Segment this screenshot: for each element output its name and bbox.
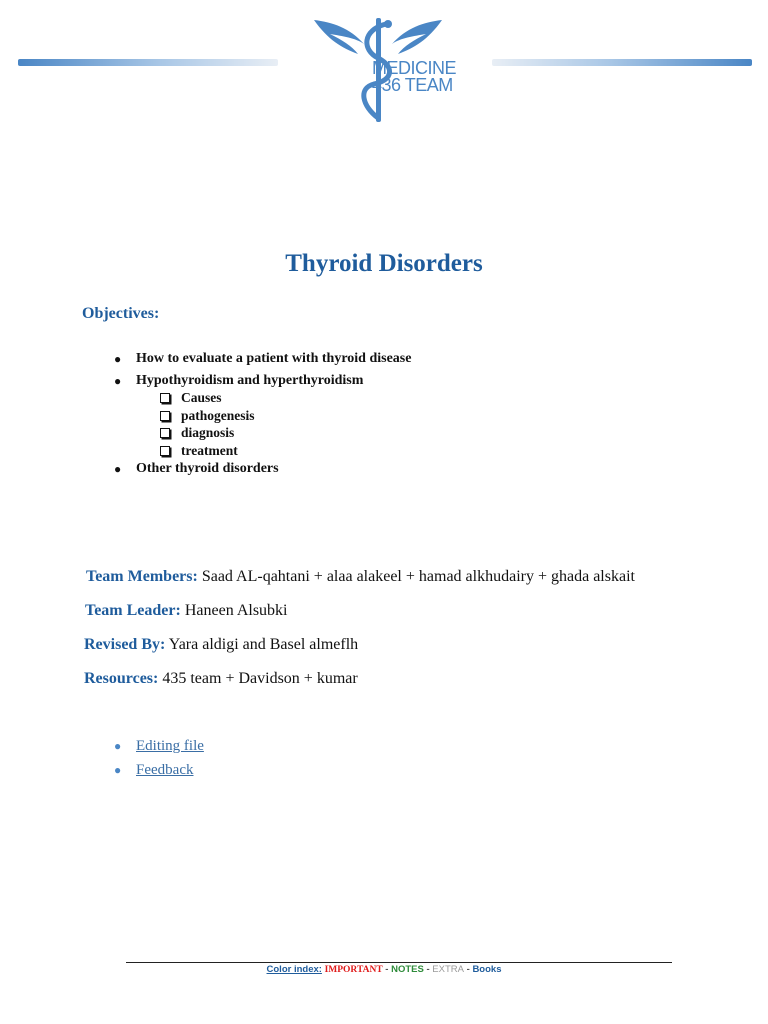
header-bar-right	[492, 59, 752, 66]
logo-text-line1: MEDICINE	[372, 58, 457, 78]
color-index-label: Color index:	[266, 964, 322, 975]
team-members-line	[86, 568, 635, 586]
objective-sublist	[112, 389, 411, 459]
logo-text-line2: 436 TEAM	[372, 75, 453, 95]
team-members-label: Team Members:	[86, 568, 198, 585]
objective-text: Hypothyroidism and hyperthyroidism	[136, 373, 364, 388]
sub-item	[112, 407, 411, 425]
color-index-important: IMPORTANT	[324, 965, 383, 975]
color-index-separator: -	[382, 964, 392, 975]
team-leader-label: Team Leader:	[85, 602, 181, 619]
checkbox-bullet-icon	[160, 393, 170, 403]
bullet-icon: ●	[114, 352, 122, 366]
sub-item-text: pathogenesis	[181, 407, 255, 423]
bullet-icon: ●	[114, 462, 122, 476]
objective-text: How to evaluate a patient with thyroid disease	[136, 351, 412, 366]
objective-item	[112, 349, 411, 371]
color-index-separator: -	[463, 964, 473, 975]
resources-line	[84, 670, 358, 688]
revised-by-value: Yara aldigi and Basel almeflh	[165, 636, 359, 653]
sub-item-text: treatment	[181, 442, 238, 458]
objectives-heading: Objectives:	[82, 305, 160, 322]
feedback-link[interactable]: Feedback	[136, 762, 194, 778]
link-item	[112, 736, 204, 760]
page-title: Thyroid Disorders	[285, 250, 483, 277]
resources-value: 435 team + Davidson + kumar	[158, 670, 358, 687]
sub-item	[112, 424, 411, 442]
bullet-icon: ●	[114, 374, 122, 388]
revised-by-label: Revised By:	[84, 636, 166, 653]
footer-divider	[126, 962, 672, 963]
bullet-icon: ●	[114, 763, 122, 777]
links-list	[112, 736, 204, 784]
sub-item	[112, 389, 411, 407]
team-leader-line	[85, 602, 288, 620]
color-index-extra: EXTRA	[432, 964, 464, 975]
link-item	[112, 760, 204, 784]
header-bar-left	[18, 59, 278, 66]
objective-text: Other thyroid disorders	[136, 461, 279, 476]
color-index-books: Books	[472, 964, 502, 975]
team-leader-value: Haneen Alsubki	[180, 602, 288, 619]
checkbox-bullet-icon	[160, 411, 170, 421]
team-logo	[312, 14, 482, 126]
sub-item-text: diagnosis	[181, 425, 235, 440]
sub-item	[112, 442, 411, 460]
color-index-separator: -	[423, 964, 433, 975]
color-index	[0, 964, 768, 975]
color-index-notes: NOTES	[391, 964, 424, 975]
checkbox-bullet-icon	[160, 428, 170, 438]
team-members-value: Saad AL-qahtani + alaa alakeel + hamad alkhudairy + ghada alskait	[197, 568, 635, 585]
editing-file-link[interactable]: Editing file	[136, 738, 204, 754]
objective-item	[112, 459, 411, 481]
revised-by-line	[84, 636, 358, 654]
resources-label: Resources:	[84, 670, 159, 687]
checkbox-bullet-icon	[160, 446, 170, 456]
objectives-list	[112, 349, 411, 481]
sub-item-text: Causes	[181, 390, 222, 405]
bullet-icon: ●	[114, 739, 122, 753]
